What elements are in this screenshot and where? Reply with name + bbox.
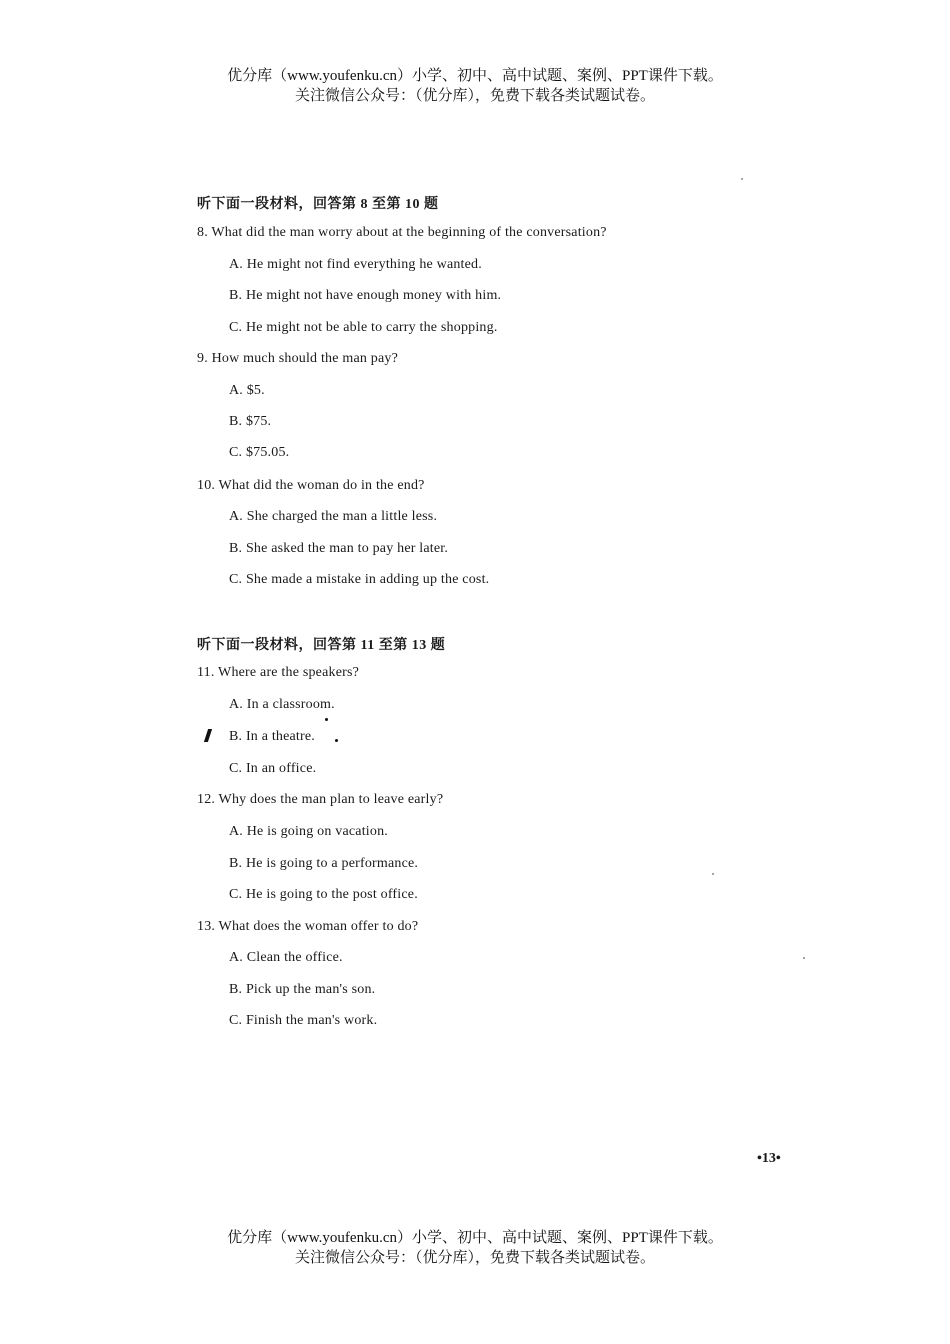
page-number: •13• — [757, 1151, 781, 1166]
scan-dot — [335, 739, 338, 742]
question-10-option-c: C. She made a mistake in adding up the cost. — [229, 572, 490, 587]
question-8-option-c: C. He might not be able to carry the shopping. — [229, 320, 498, 335]
header-banner — [0, 66, 950, 106]
question-11-option-a: A. In a classroom. — [229, 697, 335, 712]
question-11-option-c: C. In an office. — [229, 761, 317, 776]
footer-line-1: 优分库（www.youfenku.cn）小学、初中、高中试题、案例、PPT课件下载。 — [227, 1230, 723, 1246]
question-8-option-a: A. He might not find everything he wanted. — [229, 257, 482, 272]
footer-line-2: 关注微信公众号：（优分库），免费下载各类试题试卷。 — [294, 1250, 655, 1266]
question-8-option-b: B. He might not have enough money with him. — [229, 288, 502, 303]
question-13-option-a: A. Clean the office. — [229, 950, 343, 965]
section-title: 听下面一段材料，回答第 8 至第 10 题 — [197, 197, 439, 212]
question-11: 11. Where are the speakers? — [197, 665, 360, 680]
scan-speck — [741, 178, 743, 180]
question-13-option-b: B. Pick up the man's son. — [229, 982, 376, 997]
question-11-option-b: B. In a theatre. — [229, 729, 315, 744]
question-10-option-b: B. She asked the man to pay her later. — [229, 541, 449, 556]
question-12-option-c: C. He is going to the post office. — [229, 887, 418, 902]
question-12-option-a: A. He is going on vacation. — [229, 824, 388, 839]
question-9: 9. How much should the man pay? — [197, 351, 398, 366]
question-13: 13. What does the woman offer to do? — [197, 919, 419, 934]
header-line-2: 关注微信公众号：（优分库），免费下载各类试题试卷。 — [294, 88, 655, 104]
scan-dot — [325, 718, 328, 721]
footer-banner — [0, 1228, 950, 1268]
scan-speck — [712, 873, 714, 875]
question-12: 12. Why does the man plan to leave early? — [197, 792, 444, 807]
question-13-option-c: C. Finish the man's work. — [229, 1013, 378, 1028]
scan-speck — [803, 957, 805, 959]
question-12-option-b: B. He is going to a performance. — [229, 856, 419, 871]
section-title: 听下面一段材料，回答第 11 至第 13 题 — [197, 638, 446, 653]
question-8: 8. What did the man worry about at the beginning of the conversation? — [197, 225, 607, 240]
question-9-option-b: B. $75. — [229, 414, 272, 429]
question-9-option-a: A. $5. — [229, 383, 265, 398]
answer-tick-mark — [204, 729, 212, 742]
question-10: 10. What did the woman do in the end? — [197, 478, 425, 493]
header-line-1: 优分库（www.youfenku.cn）小学、初中、高中试题、案例、PPT课件下载。 — [227, 68, 723, 84]
question-9-option-c: C. $75.05. — [229, 445, 290, 460]
question-10-option-a: A. She charged the man a little less. — [229, 509, 438, 524]
